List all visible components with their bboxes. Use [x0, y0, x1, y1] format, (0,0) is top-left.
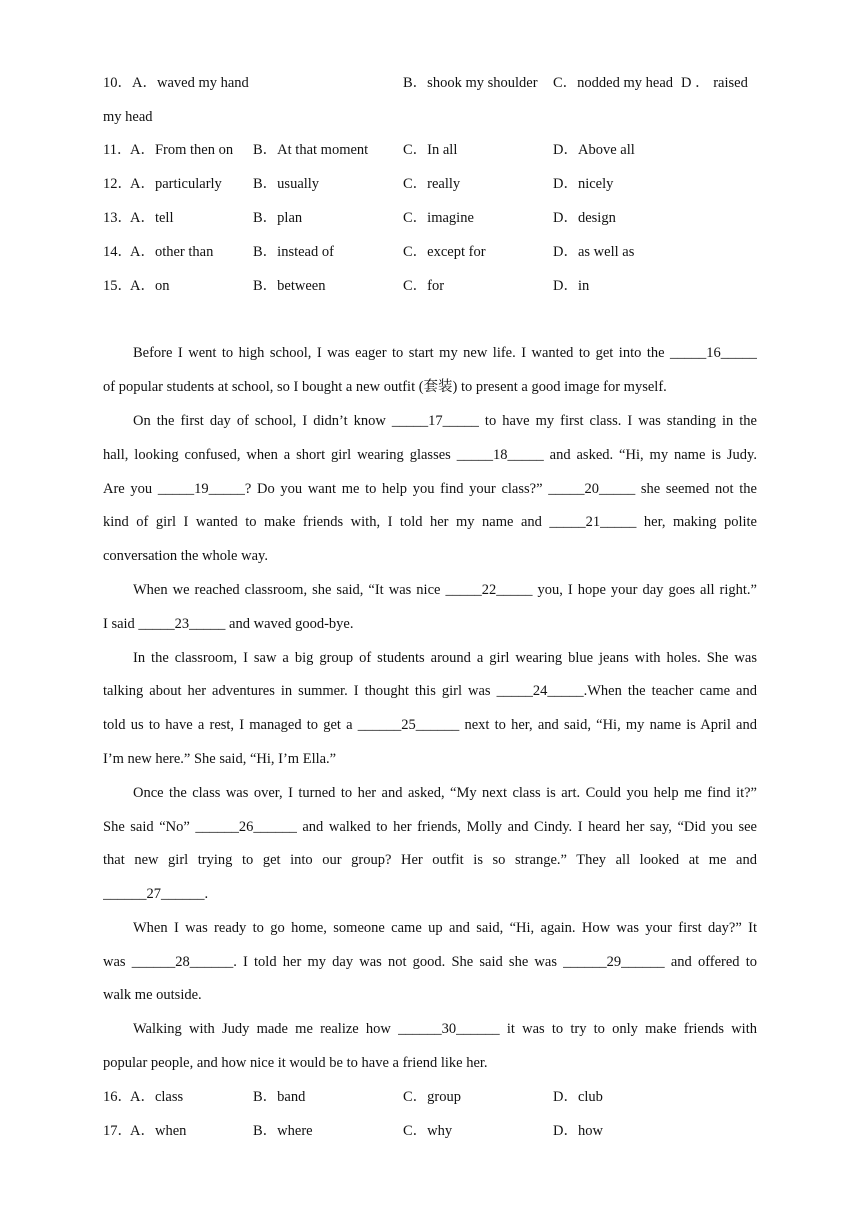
option-b: B．band — [253, 1089, 306, 1105]
passage-line: In the classroom, I saw a big group of students around a girl wearing blue jeans with holes. She was — [133, 650, 757, 666]
option-d: D．club — [553, 1089, 603, 1105]
passage-line: that new girl trying to get into our group? Her outfit is so strange.” They all looked at me and — [103, 852, 757, 868]
passage-line: conversation the whole way. — [103, 548, 268, 564]
question-number: 14． — [103, 244, 132, 260]
option-d: D．how — [553, 1123, 603, 1139]
option-b: B．instead of — [253, 244, 334, 260]
q10-option-d: D ． raised — [681, 75, 748, 91]
question-row — [103, 1087, 757, 1107]
passage-line: She said “No” ______26______ and walked to her friends, Molly and Cindy. I heard her say, “Did you see — [103, 819, 757, 835]
question-row — [103, 276, 757, 296]
option-d: D．Above all — [553, 142, 635, 158]
passage-line: hall, looking confused, when a short girl wearing glasses _____18_____ and asked. “Hi, my name is Judy. — [103, 447, 757, 463]
question-number: 15． — [103, 278, 132, 294]
question-number: 13． — [103, 210, 132, 226]
passage-line: ______27______. — [103, 886, 209, 902]
option-d: D．in — [553, 278, 590, 294]
passage-line: I’m new here.” She said, “Hi, I’m Ella.” — [103, 751, 337, 767]
option-a: A．tell — [130, 210, 174, 226]
q10-option-c: C．nodded my head — [553, 75, 674, 91]
passage-line: Once the class was over, I turned to her and asked, “My next class is art. Could you help me find it?” — [133, 785, 757, 801]
option-c: C．group — [403, 1089, 461, 1105]
question-10-continuation — [103, 107, 757, 127]
passage-line: I said _____23_____ and waved good-bye. — [103, 616, 354, 632]
passage-line: popular people, and how nice it would be to have a friend like her. — [103, 1055, 488, 1071]
passage-line: kind of girl I wanted to make friends with, I told her my name and _____21_____ her, making polite — [103, 514, 757, 530]
option-c: C．for — [403, 278, 445, 294]
option-a: A．From then on — [130, 142, 234, 158]
question-number: 12． — [103, 176, 132, 192]
question-number: 11． — [103, 142, 132, 158]
question-number: 16． — [103, 1089, 132, 1105]
option-a: A．class — [130, 1089, 184, 1105]
question-row — [103, 242, 757, 262]
option-a: A．particularly — [130, 176, 222, 192]
question-row — [103, 1121, 757, 1141]
passage-line: told us to have a rest, I managed to get a ______25______ next to her, and said, “Hi, my name is April and — [103, 717, 757, 733]
question-row — [103, 174, 757, 194]
option-c: C．imagine — [403, 210, 474, 226]
question-row — [103, 140, 757, 160]
option-d: D．as well as — [553, 244, 635, 260]
passage-line: Walking with Judy made me realize how ______30______ it was to try to only make friends with — [133, 1021, 757, 1037]
option-c: C．really — [403, 176, 461, 192]
option-a: A．on — [130, 278, 170, 294]
option-b: B．At that moment — [253, 142, 369, 158]
q10-option-b: B．shook my shoulder — [403, 75, 538, 91]
option-a: A．when — [130, 1123, 187, 1139]
option-b: B．where — [253, 1123, 313, 1139]
passage-line: When I was ready to go home, someone came up and said, “Hi, again. How was your first day?” It — [133, 920, 757, 936]
passage-line: On the first day of school, I didn’t know _____17_____ to have my first class. I was standing in the — [133, 413, 757, 429]
passage-line: Are you _____19_____? Do you want me to help you find your class?” _____20_____ she seemed not the — [103, 481, 757, 497]
passage-line: was ______28______. I told her my day was not good. She said she was ______29______ and offered to — [103, 954, 757, 970]
passage-line: Before I went to high school, I was eager to start my new life. I wanted to get into the _____16_____ — [133, 345, 757, 361]
option-b: B．plan — [253, 210, 303, 226]
option-d: D．nicely — [553, 176, 614, 192]
option-c: C．except for — [403, 244, 486, 260]
question-row — [103, 208, 757, 228]
option-c: C．In all — [403, 142, 458, 158]
question-10-row — [103, 73, 757, 93]
option-c: C．why — [403, 1123, 453, 1139]
passage-line: When we reached classroom, she said, “It was nice _____22_____ you, I hope your day goes all right.” — [133, 582, 757, 598]
option-d: D．design — [553, 210, 616, 226]
passage-line: talking about her adventures in summer. I thought this girl was _____24_____.When the teacher came and — [103, 683, 757, 699]
passage-line: walk me outside. — [103, 987, 202, 1003]
question-number: 17． — [103, 1123, 132, 1139]
option-b: B．usually — [253, 176, 320, 192]
q10-option-d-cont: my head — [103, 109, 153, 125]
option-a: A．other than — [130, 244, 214, 260]
option-b: B．between — [253, 278, 326, 294]
q10-option-a: 10．A．waved my hand — [103, 75, 249, 91]
passage-line: of popular students at school, so I bought a new outfit (套装) to present a good image for myself. — [103, 379, 667, 395]
